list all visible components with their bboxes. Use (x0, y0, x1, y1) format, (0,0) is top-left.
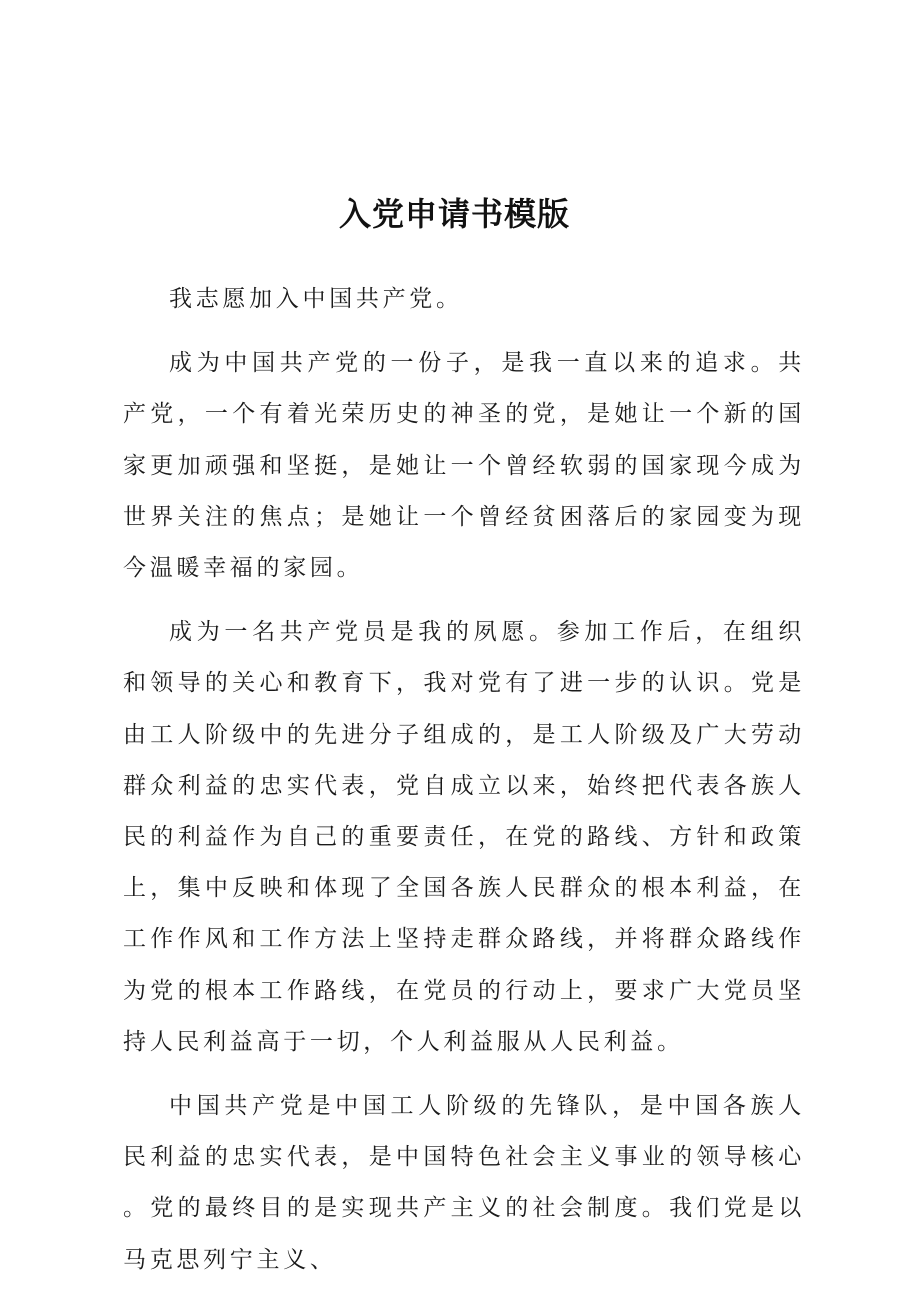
document-title: 入党申请书模版 (338, 195, 570, 233)
paragraph-1: 我志愿加入中国共产党。 (169, 286, 463, 312)
paragraph-3: 成为一名共产党员是我的夙愿。参加工作后，在组织和领导的关心和教育下，我对党有了进一步的认识。党是由工人阶级中的先进分子组成的，是工人阶级及广大劳动群众利益的忠实代表，党自成立以来，始终把代表各族人民的利益作为自己的重要责任，在党的路线、方针和政策上，集中反映和体现了全国各族人民群众的根本利益，在工作作风和工作方法上坚持走群众路线，并将群众路线作为党的根本工作路线，在党员的行动上，要求广大党员坚持人民利益高于一切，个人利益服从人民利益。 (123, 619, 805, 1055)
document-body (123, 274, 805, 1299)
paragraph-4: 中国共产党是中国工人阶级的先锋队，是中国各族人民利益的忠实代表，是中国特色社会主义事业的领导核心。党的最终目的是实现共产主义的社会制度。我们党是以马克思列宁主义、 (123, 1093, 805, 1273)
paragraph-2: 成为中国共产党的一份子，是我一直以来的追求。共产党，一个有着光荣历史的神圣的党，是她让一个新的国家更加顽强和坚挺，是她让一个曾经软弱的国家现今成为世界关注的焦点；是她让一个曾经贫困落后的家园变为现今温暖幸福的家园。 (123, 350, 805, 582)
